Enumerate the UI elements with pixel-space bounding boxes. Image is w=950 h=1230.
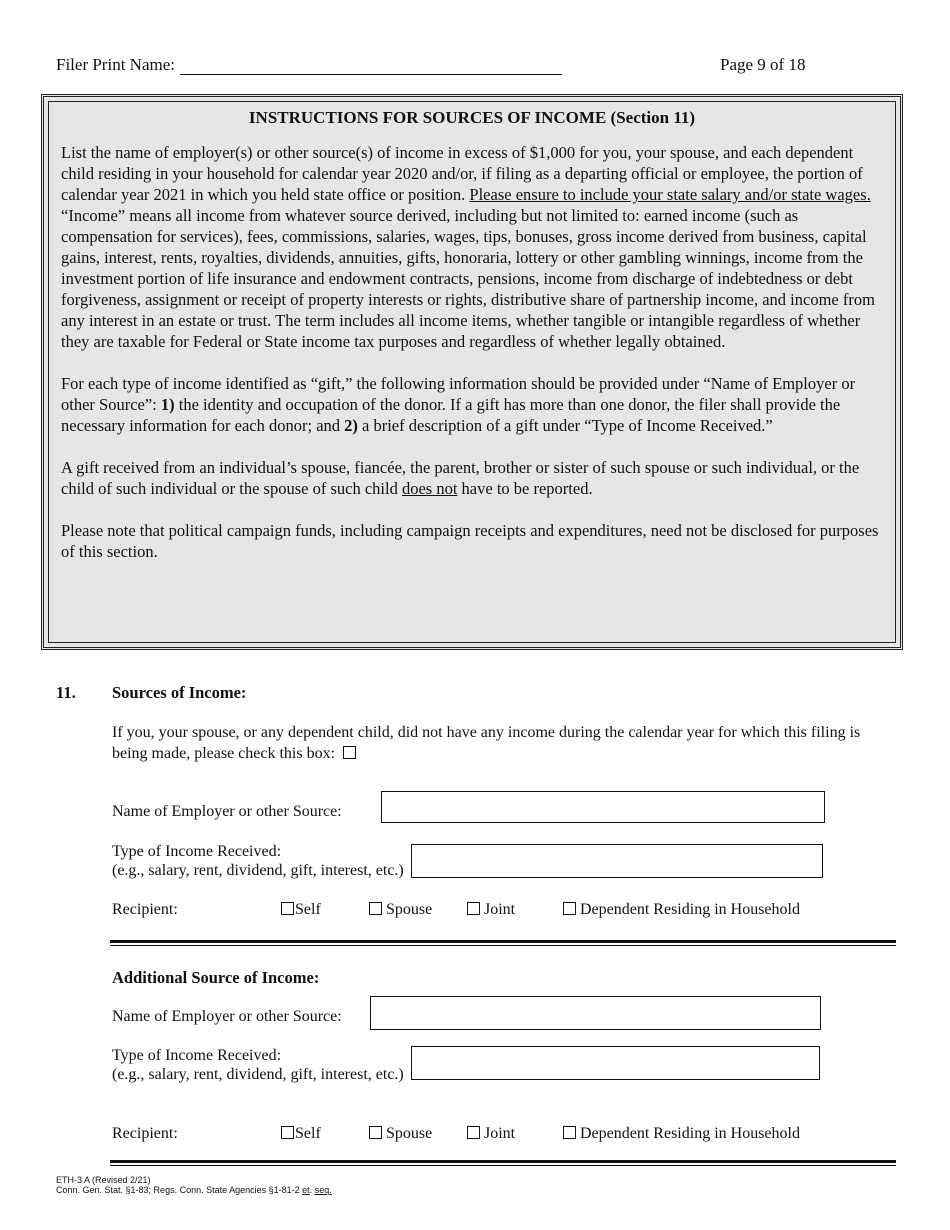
type-label-2: Type of Income Received: [112, 1047, 282, 1064]
footer [56, 1175, 332, 1195]
bottom-divider [110, 1160, 896, 1166]
no-income-text: If you, your spouse, or any dependent child, did not have any income during the calendar year for which this filing is being made, please check this box: [112, 724, 861, 762]
spouse-checkbox[interactable] [369, 902, 382, 915]
spouse-checkbox-2[interactable] [369, 1126, 382, 1139]
recipient-joint-2[interactable]: Joint [467, 1125, 515, 1143]
self-checkbox-2[interactable] [281, 1126, 294, 1139]
instructions-box [41, 94, 903, 650]
recipient-spouse-2[interactable]: Spouse [369, 1125, 432, 1143]
recipient-label: Recipient: [112, 901, 178, 918]
instructions-paragraph-3: A gift received from an individual’s spouse, fiancée, the parent, brother or sister of such spouse or such individual, or the child of such individual or the spouse of such child does not have to be reported. [61, 458, 860, 498]
instructions-title: INSTRUCTIONS FOR SOURCES OF INCOME (Section 11) [248, 108, 696, 127]
filer-name-line[interactable] [180, 56, 562, 75]
recipient-self-2[interactable]: Self [281, 1125, 321, 1143]
form-id: ETH-3 A (Revised 2/21) [56, 1175, 151, 1185]
additional-source-title: Additional Source of Income: [112, 968, 320, 987]
type-hint-2: (e.g., salary, rent, dividend, gift, interest, etc.) [112, 1066, 404, 1083]
filer-name-label: Filer Print Name: [56, 55, 175, 74]
instructions-paragraph-1: List the name of employer(s) or other source(s) of income in excess of $1,000 for you, your spouse, and each dependent child residing in your household for calendar year 2020 and/or, if filing as a departing official or employee, the portion of calendar year 2021 in which you held state office or position. Please ensure to include your state salary and/or state wages. “Income” means all income from whatever source derived, including but not limited to: earned income (such as compensation for services), fees, commissions, salaries, wages, tips, bonuses, gross income derived from business, capital gains, interest, rents, royalties, dividends, annuities, gifts, honoraria, lottery or other gambling winnings, income from the investment portion of life insurance and endowment contracts, pensions, income from discharge of indebtedness or debt forgiveness, assignment or receipt of property interests or rights, distributive share of partnership income, and income from any interest in an estate or trust. The term includes all income items, whether tangible or intangible regardless of whether they are taxable for Federal or State income tax purposes and regardless of whether legally obtained. [61, 143, 875, 351]
type-hint: (e.g., salary, rent, dividend, gift, interest, etc.) [112, 862, 404, 879]
type-label-group-2 [112, 1046, 404, 1084]
joint-checkbox-2[interactable] [467, 1126, 480, 1139]
page-number: Page 9 of 18 [720, 55, 806, 74]
dependent-checkbox-2[interactable] [563, 1126, 576, 1139]
recipient-self[interactable]: Self [281, 901, 321, 919]
recipient-spouse[interactable]: Spouse [369, 901, 432, 919]
instructions-paragraph-2: For each type of income identified as “gift,” the following information should be provided under “Name of Employer or other Source”: 1) the identity and occupation of the donor. If a gift has more than one donor, the filer shall provide the necessary information for each donor; and 2) a brief description of a gift under “Type of Income Received.” [61, 374, 856, 435]
dependent-checkbox[interactable] [563, 902, 576, 915]
recipient-joint[interactable]: Joint [467, 901, 515, 919]
recipient-dependent[interactable]: Dependent Residing in Household [563, 901, 800, 919]
no-income-checkbox[interactable] [343, 746, 356, 759]
section-divider [110, 940, 896, 946]
statute-citation: Conn. Gen. Stat. §1-83; Regs. Conn. State Agencies §1-81-2 et. seq. [56, 1185, 332, 1195]
no-income-row [112, 722, 897, 764]
employer-input-2[interactable] [370, 996, 821, 1030]
instructions-paragraph-4: Please note that political campaign funds, including campaign receipts and expenditures, need not be disclosed for purposes of this section. [61, 521, 879, 561]
section-number: 11. [56, 683, 76, 702]
type-input-2[interactable] [411, 1046, 820, 1080]
employer-label-2: Name of Employer or other Source: [112, 1008, 342, 1025]
self-checkbox[interactable] [281, 902, 294, 915]
section-title: Sources of Income: [112, 683, 247, 702]
recipient-dependent-2[interactable]: Dependent Residing in Household [563, 1125, 800, 1143]
employer-input[interactable] [381, 791, 825, 823]
type-input[interactable] [411, 844, 823, 878]
filer-name-row [56, 55, 562, 75]
employer-label: Name of Employer or other Source: [112, 803, 342, 820]
type-label-group [112, 842, 404, 880]
joint-checkbox[interactable] [467, 902, 480, 915]
type-label: Type of Income Received: [112, 843, 282, 860]
recipient-label-2: Recipient: [112, 1125, 178, 1142]
